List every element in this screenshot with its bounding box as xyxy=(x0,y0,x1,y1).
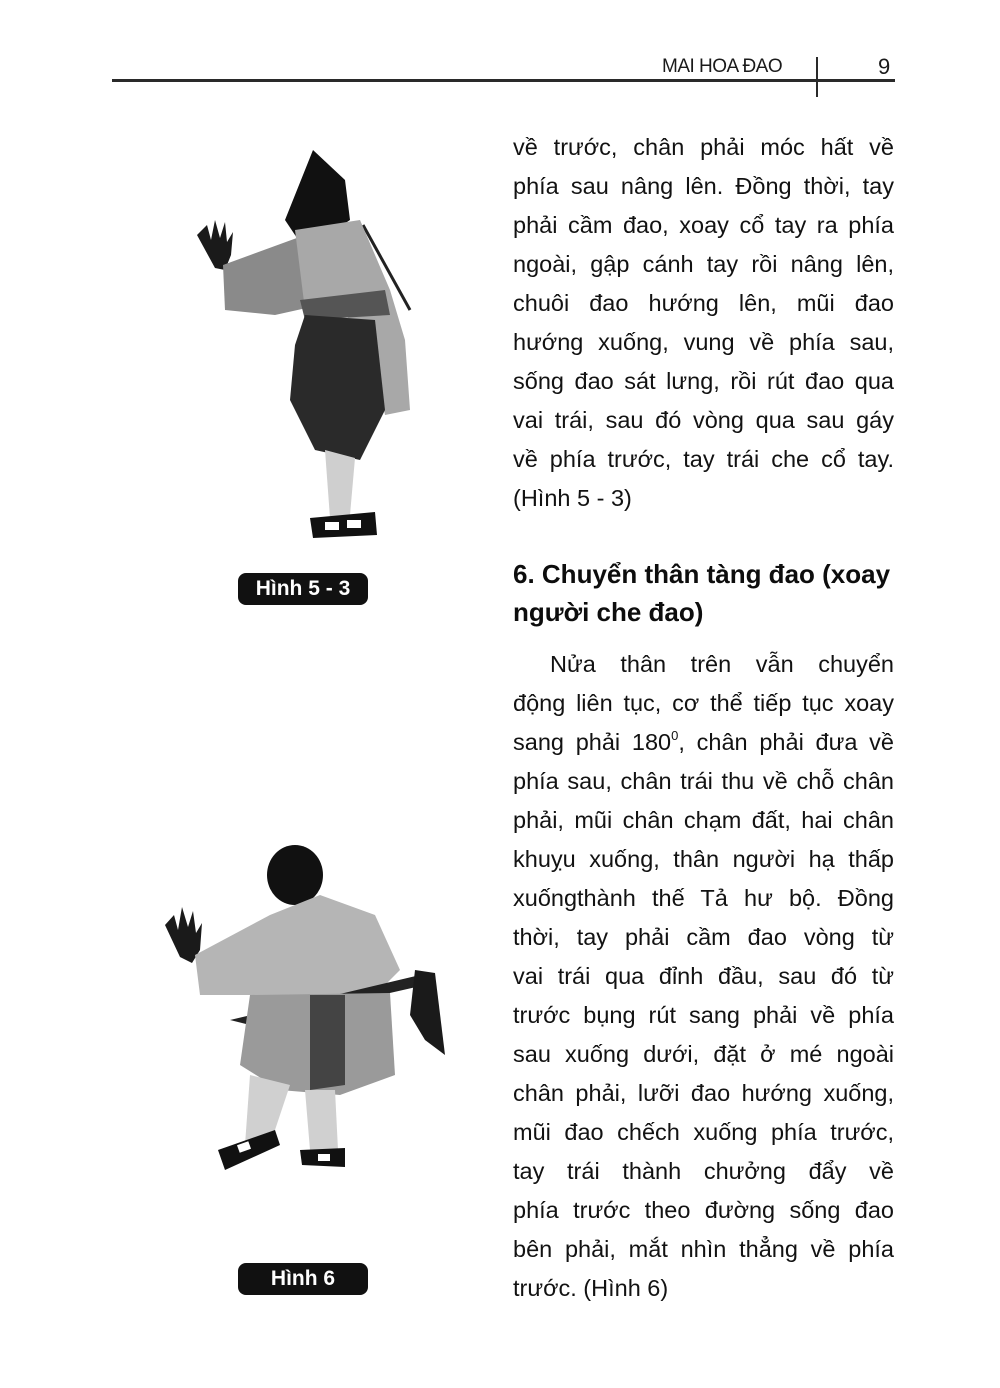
header-rule xyxy=(112,79,895,82)
text-line: vai trái qua đỉnh đầu, sau đó từ xyxy=(513,963,894,989)
text-line-with-degree xyxy=(513,723,894,762)
text-fragment: sang phải 180 xyxy=(513,729,672,755)
page-number: 9 xyxy=(878,54,891,79)
text-line: phải, mũi chân chạm đất, hai chân xyxy=(513,807,894,833)
section-heading xyxy=(513,555,903,631)
text-fragment: , chân phải đưa về xyxy=(678,729,895,755)
text-line: phía sau, chân trái thu về chỗ chân xyxy=(513,768,894,794)
text-line: mũi đao chếch xuống phía trước, xyxy=(513,1119,894,1145)
text-line: ngoài, gập cánh tay rồi nâng lên, xyxy=(513,251,894,277)
figure-6-illustration xyxy=(160,845,455,1175)
heading-line: 6. Chuyển thân tàng đao (xoay xyxy=(513,559,891,589)
text-line: tay trái thành chưởng đẩy về xyxy=(513,1158,894,1184)
figure-reference: (Hình 5 - 3) xyxy=(513,485,632,511)
text-line: phải cầm đao, xoay cổ tay ra phía xyxy=(513,212,894,238)
text-line: bên phải, mắt nhìn thẳng về phía xyxy=(513,1236,894,1262)
text-line: thời, tay phải cầm đao vòng từ xyxy=(513,924,894,950)
header-separator xyxy=(816,57,818,97)
text-line: về phía trước, tay trái che cổ tay. xyxy=(513,446,894,472)
text-line: trước bụng rút sang phải về phía xyxy=(513,1002,894,1028)
martial-artist-figure-icon xyxy=(185,140,435,550)
text-line: chuôi đao hướng lên, mũi đao xyxy=(513,290,894,316)
paragraph-continuation xyxy=(513,128,894,518)
text-line: động liên tục, cơ thể tiếp tục xoay xyxy=(513,690,894,716)
text-line: Nửa thân trên vẫn chuyển xyxy=(550,651,894,677)
text-line: phía trước theo đường sống đao xyxy=(513,1197,894,1223)
book-title: MAI HOA ĐAO xyxy=(662,56,783,77)
degree-superscript: 0 xyxy=(671,728,679,743)
text-line: xuốngthành thế Tả hư bộ. Đồng xyxy=(513,885,894,911)
text-line: sống đao sát lưng, rồi rút đao qua xyxy=(513,368,894,394)
text-line: hướng xuống, vung về phía sau, xyxy=(513,329,894,355)
text-line: về trước, chân phải móc hất về xyxy=(513,134,894,160)
text-line: sau xuống dưới, đặt ở mé ngoài xyxy=(513,1041,894,1067)
figure-caption-6: Hình 6 xyxy=(238,1263,368,1295)
text-line: chân phải, lưỡi đao hướng xuống, xyxy=(513,1080,894,1106)
figure-5-3-illustration xyxy=(185,140,435,550)
text-line: vai trái, sau đó vòng qua sau gáy xyxy=(513,407,894,433)
figure-reference: trước. (Hình 6) xyxy=(513,1275,669,1301)
text-line: phía sau nâng lên. Đồng thời, tay xyxy=(513,173,894,199)
figure-caption-5-3: Hình 5 - 3 xyxy=(238,573,368,605)
text-line: khuỵu xuống, thân người hạ thấp xyxy=(513,846,894,872)
martial-artist-figure-icon xyxy=(160,845,455,1175)
paragraph-section-6 xyxy=(513,645,894,1308)
heading-line: người che đao) xyxy=(513,597,704,627)
